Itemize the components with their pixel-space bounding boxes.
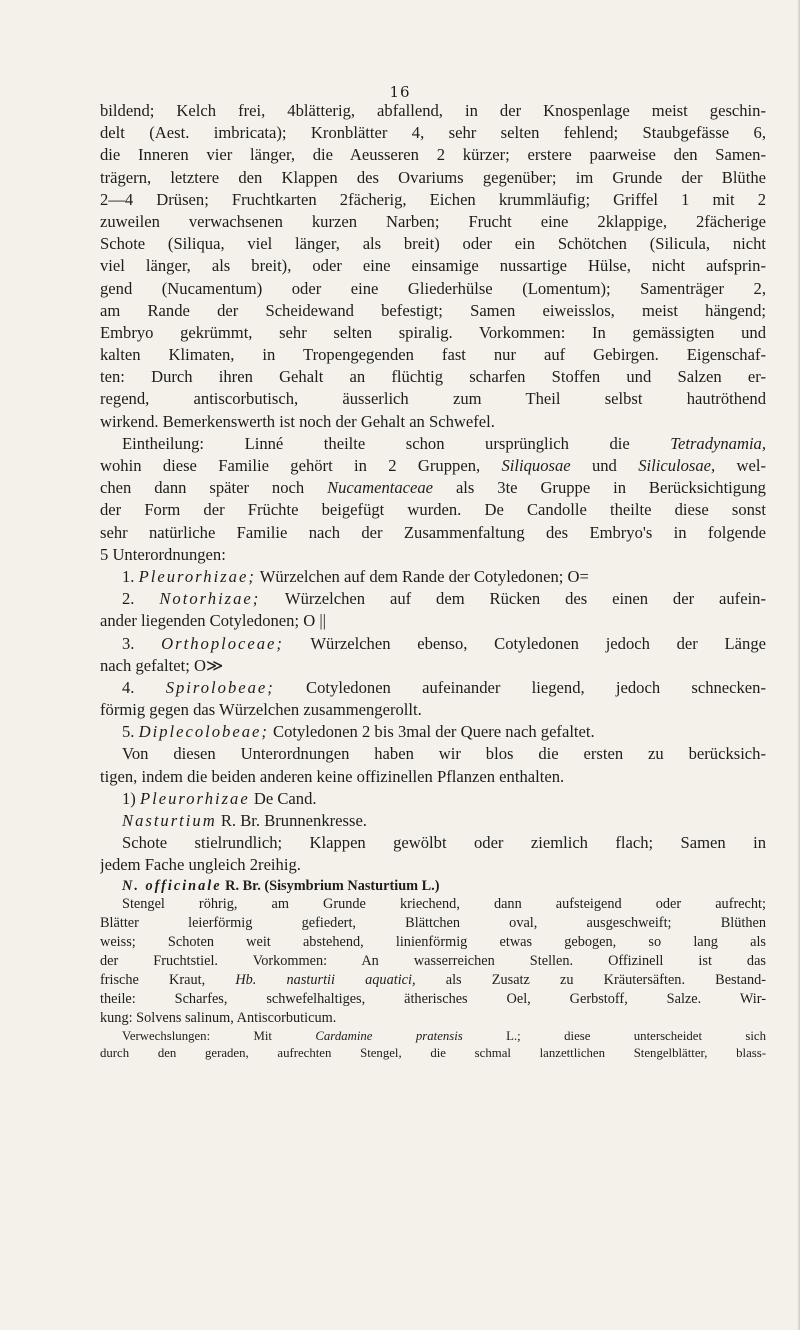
text-line: regend, antiscorbutisch, äusserlich zum Theil selbst hautröthend (100, 389, 766, 409)
species-heading: N. officinale R. Br. (Sisymbrium Nasturtium L.) (122, 877, 440, 894)
text-line: trägern, letztere den Klappen des Ovariums gegenüber; im Grunde der Blüthe (100, 167, 766, 187)
page-number: 16 (389, 83, 411, 101)
text-line: jedem Fache ungleich 2reihig. (100, 855, 301, 875)
text-line: 4. Spirolobeae; Cotyledonen aufeinander liegend, jedoch schnecken- (122, 677, 766, 697)
text-line: der Form der Früchte beigefügt wurden. De Candolle theilte diese sonst (100, 500, 766, 520)
text-line: weiss; Schoten weit abstehend, linienförmig etwas gebogen, so lang als (100, 934, 766, 951)
text-line: Stengel röhrig, am Grunde kriechend, dann aufsteigend oder aufrecht; (122, 896, 766, 913)
text-line: die Inneren vier länger, die Aeusseren 2 kürzer; erstere paarweise den Samen- (100, 145, 766, 165)
text-line: gend (Nucamentum) oder eine Gliederhülse (Lomentum); Samenträger 2, (100, 278, 766, 298)
text-line: wirkend. Bemerkenswerth ist noch der Gehalt an Schwefel. (100, 411, 495, 431)
section-heading: 1) Pleurorhizae De Cand. (122, 788, 317, 808)
text-line: 1. Pleurorhizae; Würzelchen auf dem Rande der Cotyledonen; O= (122, 566, 589, 586)
text-line: 5 Unterordnungen: (100, 544, 226, 564)
text-line: kung: Solvens salinum, Antiscorbuticum. (100, 1009, 337, 1026)
text-line: 5. Diplecolobeae; Cotyledonen 2 bis 3mal der Quere nach gefaltet. (122, 722, 595, 742)
text-line: theile: Scharfes, schwefelhaltiges, ätherisches Oel, Gerbstoff, Salze. Wir- (100, 990, 766, 1007)
text-line: Von diesen Unterordnungen haben wir blos die ersten zu berücksich- (122, 744, 766, 764)
text-line: 2. Notorhizae; Würzelchen auf dem Rücken des einen der aufein- (122, 589, 766, 609)
text-line: am Rande der Scheidewand befestigt; Samen eiweisslos, meist hängend; (100, 300, 766, 320)
text-line: bildend; Kelch frei, 4blätterig, abfallend, in der Knospenlage meist geschin- (100, 101, 766, 120)
text-line: Blätter leierförmig gefiedert, Blättchen oval, ausgeschweift; Blüthen (100, 915, 766, 932)
text-line: Eintheilung: Linné theilte schon ursprünglich die Tetradynamia, (122, 433, 766, 453)
text-line: kalten Klimaten, in Tropengegenden fast nur auf Gebirgen. Eigenschaf- (100, 345, 766, 365)
text-line: zuweilen verwachsenen kurzen Narben; Frucht eine 2klappige, 2fächerige (100, 211, 766, 231)
text-line: viel länger, als breit), oder eine einsamige nussartige Hülse, nicht aufsprin- (100, 256, 766, 276)
text-line: ander liegenden Cotyledonen; O || (100, 611, 326, 631)
text-line: ten: Durch ihren Gehalt an flüchtig scharfen Stoffen und Salzen er- (100, 367, 766, 387)
text-line: förmig gegen das Würzelchen zusammengerollt. (100, 700, 422, 720)
text-column (100, 100, 766, 1062)
text-line: Embryo gekrümmt, sehr selten spiralig. Vorkommen: In gemässigten und (100, 322, 766, 342)
text-line: nach gefaltet; O≫ (100, 655, 224, 675)
text-line: sehr natürliche Familie nach der Zusammenfaltung des Embryo's in folgende (100, 522, 766, 542)
genus-heading: Nasturtium R. Br. Brunnenkresse. (122, 811, 367, 830)
text-line: wohin diese Familie gehört in 2 Gruppen, Siliquosae und Siliculosae, wel- (100, 456, 766, 475)
text-line: Verwechslungen: Mit Cardamine pratensis L.; diese unterscheidet sich (122, 1028, 766, 1043)
text-line: frische Kraut, Hb. nasturtii aquatici, als Zusatz zu Kräutersäften. Bestand- (100, 972, 766, 989)
text-line: 2—4 Drüsen; Fruchtkarten 2fächerig, Eichen krummläufig; Griffel 1 mit 2 (100, 189, 766, 209)
text-line: 3. Orthoploceae; Würzelchen ebenso, Cotyledonen jedoch der Länge (122, 633, 766, 653)
text-line: tigen, indem die beiden anderen keine offizinellen Pflanzen enthalten. (100, 766, 565, 786)
text-line: der Fruchtstiel. Vorkommen: An wasserreichen Stellen. Offizinell ist das (100, 953, 766, 970)
text-line: Schote stielrundlich; Klappen gewölbt oder ziemlich flach; Samen in (122, 833, 766, 853)
text-line: Schote (Siliqua, viel länger, als breit) oder ein Schötchen (Silicula, nicht (100, 234, 766, 254)
text-line: delt (Aest. imbricata); Kronblätter 4, sehr selten fehlend; Staubgefässe 6, (100, 123, 766, 143)
text-line: chen dann später noch Nucamentaceae als 3te Gruppe in Berücksichtigung (100, 478, 766, 498)
text-line: durch den geraden, aufrechten Stengel, die schmal lanzettlichen Stengelblätter, blass- (100, 1045, 766, 1060)
